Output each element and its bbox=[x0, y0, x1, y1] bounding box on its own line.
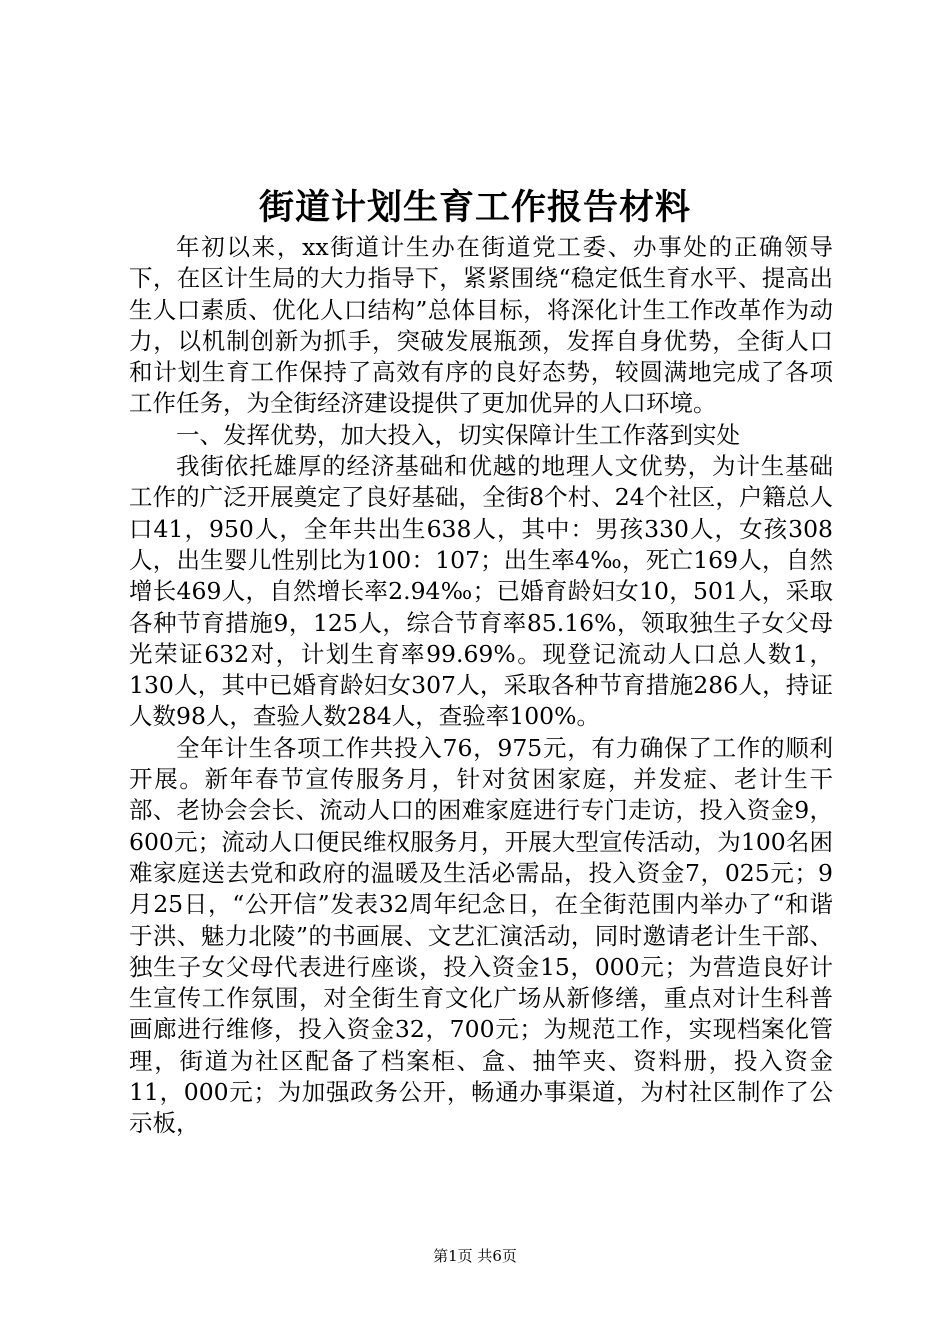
paragraph-investment: 全年计生各项工作共投入76，975元，有力确保了工作的顺利开展。新年春节宣传服务月，针对贫困家庭，并发症、老计生干部、老协会会长、流动人口的困难家庭进行专门走访，投入资金9，600元；流动人口便民维权服务月，开展大型宣传活动，为100名困难家庭送去党和政府的温暖及生活必需品，投入资金7，025元；9月25日，“公开信”发表32周年纪念日，在全街范围内举办了“和谐于洪、魅力北陵”的书画展、文艺汇演活动，同时邀请老计生干部、独生子女父母代表进行座谈，投入资金15，000元；为营造良好计生宣传工作氛围，对全街生育文化广场从新修缮，重点对计生科普画廊进行维修，投入资金32，700元；为规范工作，实现档案化管理，街道为社区配备了档案柜、盒、抽竿夹、资料册，投入资金11，000元；为加强政务公开，畅通办事渠道，为村社区制作了公示板， bbox=[129, 733, 833, 1138]
document-title: 街道计划生育工作报告材料 bbox=[258, 187, 691, 228]
paragraph-intro: 年初以来，xx街道计生办在街道党工委、办事处的正确领导下，在区计生局的大力指导下，紧紧围绕“稳定低生育水平、提高出生人口素质、优化人口结构”总体目标，将深化计生工作改革作为动力，以机制创新为抓手，突破发展瓶颈，发挥自身优势，全街人口和计划生育工作保持了高效有序的良好态势，较圆满地完成了各项工作任务，为全街经济建设提供了更加优异的人口环境。 bbox=[129, 233, 833, 418]
page-footer: 第1页 共6页 bbox=[433, 1247, 517, 1265]
section-heading-1: 一、发挥优势，加大投入，切实保障计生工作落到实处 bbox=[176, 420, 740, 449]
paragraph-statistics: 我街依托雄厚的经济基础和优越的地理人文优势，为计生基础工作的广泛开展奠定了良好基础，全街8个村、24个社区，户籍总人口41，950人，全年共出生638人，其中：男孩330人，女孩308人，出生婴儿性别比为100：107；出生率4‰，死亡169人，自然增长469人，自然增长率2.94‰；已婚育龄妇女10，501人，采取各种节育措施9，125人，综合节育率85.16%，领取独生子女父母光荣证632对，计划生育率99.69%。现登记流动人口总人数1，130人，其中已婚育龄妇女307人，采取各种节育措施286人，持证人数98人，查验人数284人，查验率100%。 bbox=[129, 452, 833, 731]
document-body bbox=[129, 232, 833, 1140]
